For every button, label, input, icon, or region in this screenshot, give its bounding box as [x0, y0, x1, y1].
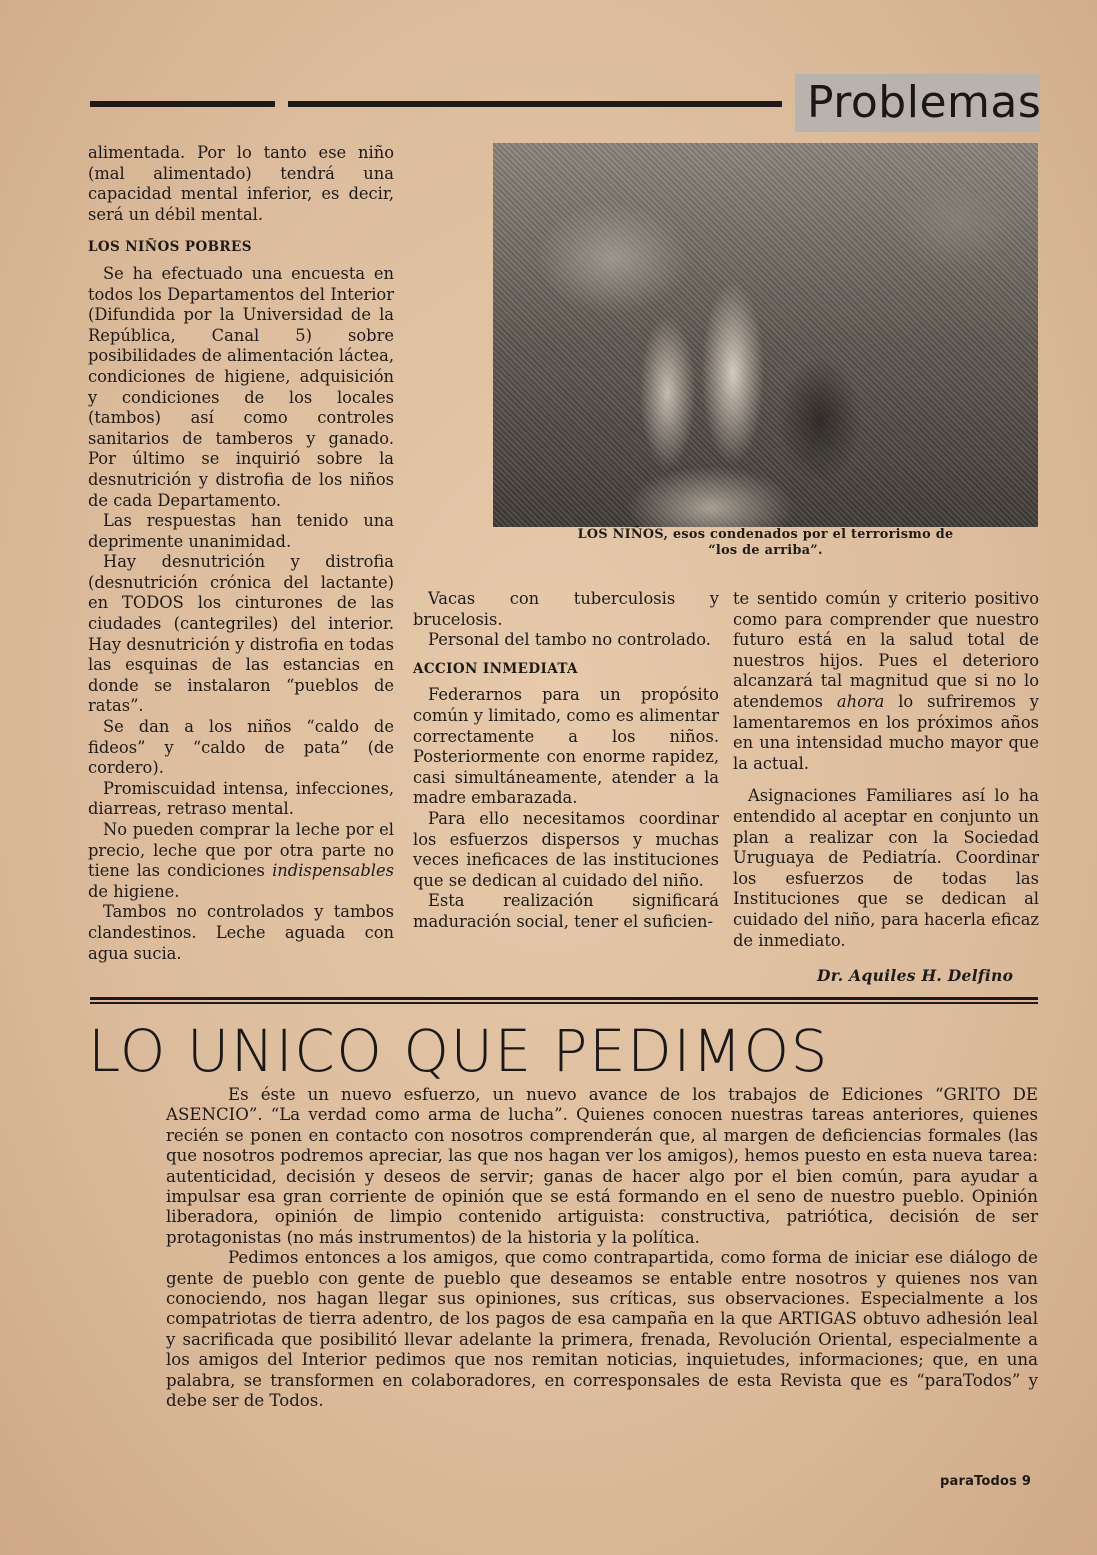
caption-line: LOS NIÑOS, esos condenados por el terrorismo de: [577, 527, 954, 542]
paragraph: Para ello necesitamos coordinar los esfuerzos dispersos y muchas veces ineficaces de las instituciones que se dedican al cuidado del niño.: [413, 808, 719, 890]
paragraph: Personal del tambo no controlado.: [428, 630, 711, 650]
emphasis: indispensables: [272, 861, 394, 881]
article-title: LO UNICO QUE PEDIMOS: [88, 1017, 829, 1085]
paragraph: Federarnos para un propósito común y limitado, como es alimentar correctamente a los niños. Posteriormente con enorme rapidez, casi simultáneamente, atender a la madre embarazada.: [413, 685, 719, 808]
column-1: [88, 143, 394, 964]
subheading-accion-inmediata: ACCION INMEDIATA: [413, 660, 578, 677]
paragraph: Asignaciones Familiares así lo ha entendido al aceptar en conjunto un plan a realizar con la Sociedad Uruguaya de Pediatría. Coordinar los esfuerzos de todas las Instituciones que se dedican al cuidado del niño, para hacerla eficaz de inmediato.: [733, 786, 1039, 950]
author-signature: Dr. Aquiles H. Delfino: [817, 966, 1014, 985]
column-3: [733, 589, 1039, 951]
paragraph: Se ha efectuado una encuesta en todos los Departamentos del Interior (Difundida por la Universidad de la República, Canal 5) sobre posibilidades de alimentación láctea, condiciones de higiene, adquisición y condiciones de los locales (tambos) así como controles sanitarios de tamberos y ganado. Por último se inquirió sobre la desnutrición y distrofia de los niños de cada Departamento.: [88, 263, 394, 510]
paragraph: Es éste un nuevo esfuerzo, un nuevo avance de los trabajos de Ediciones “GRITO DE ASENCIO”. “La verdad como arma de lucha”. Quienes conocen nuestras tareas anteriores, quienes recién se ponen en contacto con nosotros comprenderán que, al margen de deficiencias formales (las que nosotros podremos apreciar, las que nos hagan ver los amigos), hemos puesto en esta nueva tarea: autenticidad, decisión y deseos de servir; ganas de hacer algo por el bien común, para ayudar a impulsar esa gran corriente de opinión que se está formando en el seno de nuestro pueblo. Opinión liberadora, opinión de limpio contenido artiguista: constructiva, patriótica, decisión de ser protagonistas (no más instrumentos) de la historia y la política.: [166, 1085, 1038, 1247]
subheading-los-ninos-pobres: LOS NIÑOS POBRES: [88, 239, 252, 256]
column-2: [413, 589, 719, 933]
page-footer: [940, 1474, 1031, 1489]
paragraph: Vacas con tuberculosis y brucelosis.: [413, 589, 719, 629]
paragraph: Tambos no controlados y tambos clandestinos. Leche aguada con agua sucia.: [88, 902, 394, 963]
paragraph: Hay desnutrición y distrofia (desnutrición crónica del lactante) en TODOS los cinturones de las ciudades (cantegriles) del interior. Hay desnutrición y distrofia en todas las esquinas de las estancias en donde se instalaron “pueblos de ratas”.: [88, 552, 394, 716]
header-rule-right: [288, 101, 782, 107]
paragraph: [88, 820, 394, 902]
spacer: [733, 774, 1039, 786]
caption-line: “los de arriba”.: [708, 543, 823, 558]
page-number: 9: [1021, 1474, 1032, 1489]
section-title: Problemas: [795, 74, 1040, 132]
paragraph: Se dan a los niños “caldo de fideos” y “caldo de pata” (de cordero).: [88, 717, 394, 778]
photo-caption: [493, 527, 1038, 559]
children-photo: [493, 143, 1038, 527]
text: lo sufriremos y lamentaremos en los próximos años en una intensidad mucho mayor que la actual.: [733, 691, 1039, 773]
paragraph: Promiscuidad intensa, infecciones, diarreas, retraso mental.: [88, 778, 394, 819]
paragraph: alimentada. Por lo tanto ese niño (mal alimentado) tendrá una capacidad mental inferior, es decir, será un débil mental.: [88, 143, 394, 224]
paragraph: Las respuestas han tenido una deprimente unanimidad.: [88, 511, 394, 551]
publication-name: paraTodos: [940, 1474, 1018, 1489]
paragraph: [733, 589, 1039, 774]
header-rule-left: [90, 101, 275, 107]
paragraph: Esta realización significará maduración social, tener el suficien-: [413, 891, 719, 931]
text: de higiene.: [88, 881, 180, 901]
article-body: [166, 1085, 1038, 1412]
text: No pueden comprar la leche por el precio, leche que por otra parte no tiene las condiciones: [88, 820, 394, 881]
paragraph: Pedimos entonces a los amigos, que como contrapartida, como forma de iniciar ese diálogo de gente de pueblo con gente de pueblo que deseamos se entable entre nosotros y quienes nos van conociendo, nos hagan llegar sus opiniones, sus críticas, sus observaciones. Especialmente a los compatriotas de tierra adentro, de los pagos de esa campaña en la que ARTIGAS obtuvo adhesión leal y sacrificada que posibilitó llevar adelante la primera, frenada, Revolución Oriental, especialmente a los amigos del Interior pedimos que nos remitan noticias, inquietudes, informaciones; que, en una palabra, se transformen en colaboradores, en corresponsales de esta Revista que es “paraTodos” y debe ser de Todos.: [166, 1248, 1038, 1411]
text: te sentido común y criterio positivo como para comprender que nuestro futuro está en la salud total de nuestros hijos. Pues el deterioro alcanzará tal magnitud que si no lo atendemos: [733, 589, 1039, 711]
emphasis: ahora: [836, 691, 885, 711]
section-divider: [90, 997, 1038, 1004]
